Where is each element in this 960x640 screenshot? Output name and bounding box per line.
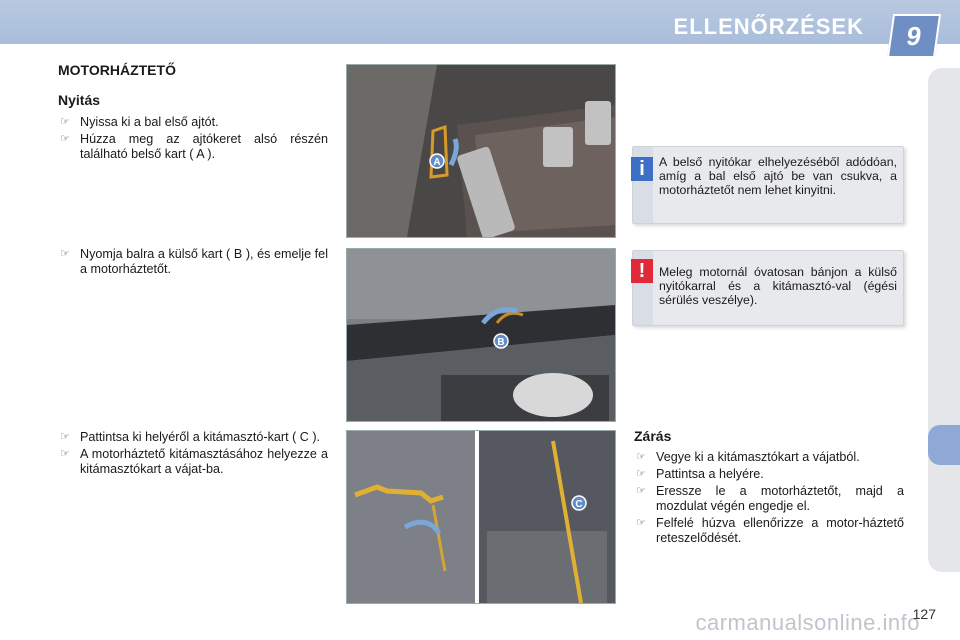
photo-prop-rod xyxy=(346,430,616,604)
list-item: ☞ A motorháztető kitámasztásához helyezze a kitámasztókart a vájat-ba. xyxy=(60,447,328,476)
list-item: ☞ Pattintsa a helyére. xyxy=(636,467,764,481)
hand-pointer-icon: ☞ xyxy=(60,448,70,460)
hand-pointer-icon: ☞ xyxy=(60,133,70,145)
opening-title: Nyitás xyxy=(58,92,101,108)
list-item: ☞ Vegye ki a kitámasztókart a vájatból. xyxy=(636,450,860,464)
hand-pointer-icon: ☞ xyxy=(60,248,70,260)
interior-lever-illustration xyxy=(347,65,615,237)
list-item: ☞ Nyissa ki a bal első ajtót. xyxy=(60,115,219,129)
closing-title: Zárás xyxy=(634,428,672,444)
list-item: ☞ Húzza meg az ajtókeret alsó részén található belső kart ( A ). xyxy=(60,132,328,161)
list-item: ☞ Felfelé húzva ellenőrizze a motor-háztető reteszelődését. xyxy=(636,516,904,545)
page-number: 127 xyxy=(912,606,936,622)
callout-b-label: B xyxy=(497,337,505,348)
chapter-number-badge: 9 xyxy=(887,14,941,58)
warning-note xyxy=(632,250,904,326)
hand-pointer-icon: ☞ xyxy=(636,485,646,497)
list-item: ☞ Nyomja balra a külső kart ( B ), és emelje fel a motorháztetőt. xyxy=(60,247,328,276)
chapter-title: ELLENŐRZÉSEK xyxy=(673,14,864,39)
info-icon: i xyxy=(631,157,653,181)
hand-pointer-icon: ☞ xyxy=(636,468,646,480)
closing-steps xyxy=(634,450,904,548)
list-item: ☞ Eressze le a motorháztetőt, majd a mozdulat végén engedje el. xyxy=(636,484,904,513)
photo-exterior-lever xyxy=(346,248,616,422)
opening-steps xyxy=(58,115,328,164)
warning-note-text: Meleg motornál óvatosan bánjon a külső nyitókarral és a kitámasztó-val (égési sérülés veszélye). xyxy=(659,265,897,307)
list-item: ☞ Pattintsa ki helyéről a kitámasztó-kart ( C ). xyxy=(60,430,321,444)
photo-interior-lever xyxy=(346,64,616,238)
exterior-lever-illustration xyxy=(347,249,615,421)
hand-pointer-icon: ☞ xyxy=(60,431,70,443)
hand-pointer-icon: ☞ xyxy=(60,116,70,128)
opening-steps-c xyxy=(58,430,328,479)
callout-c-label: C xyxy=(575,499,583,510)
info-note-text: A belső nyitókar elhelyezéséből adódóan, amíg a bal első ajtó be van csukva, a motorháztetőt nem lehet kinyitni. xyxy=(659,155,897,197)
warning-icon: ! xyxy=(631,259,653,283)
opening-step-b xyxy=(58,247,328,279)
info-note xyxy=(632,146,904,224)
callout-a-label: A xyxy=(433,157,441,168)
prop-rod-illustration xyxy=(347,431,615,603)
chapter-side-strip xyxy=(928,68,960,572)
hand-pointer-icon: ☞ xyxy=(636,517,646,529)
header-bar xyxy=(0,0,960,51)
watermark: carmanualsonline.info xyxy=(695,610,920,635)
hand-pointer-icon: ☞ xyxy=(636,451,646,463)
chapter-side-tab xyxy=(928,425,960,465)
section-title: MOTORHÁZTETŐ xyxy=(58,62,176,78)
